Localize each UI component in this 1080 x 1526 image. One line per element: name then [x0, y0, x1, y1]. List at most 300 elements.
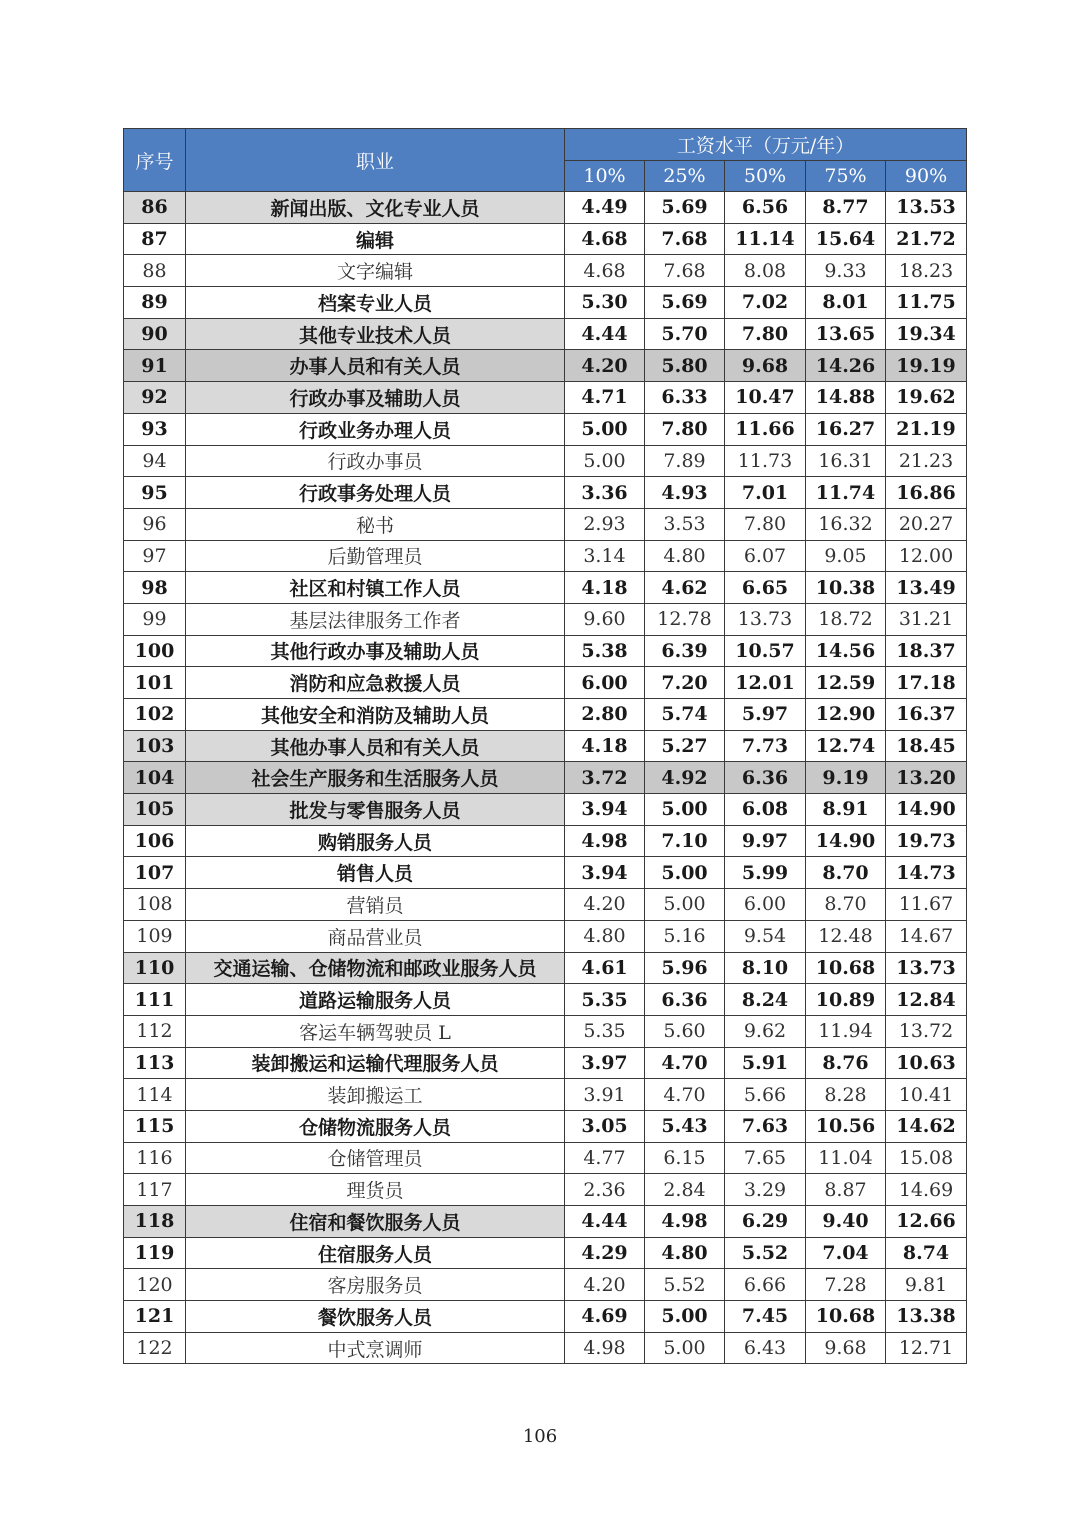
row-wage-p25: 5.69	[645, 287, 725, 319]
row-seq-number: 91	[124, 350, 186, 382]
row-seq-number: 86	[124, 192, 186, 224]
row-wage-p75: 8.77	[806, 192, 886, 224]
row-occupation: 住宿和餐饮服务人员	[186, 1206, 565, 1238]
row-wage-p25: 6.36	[645, 984, 725, 1016]
row-wage-p50: 11.73	[725, 445, 806, 477]
row-wage-p50: 7.65	[725, 1142, 806, 1174]
row-wage-p50: 10.47	[725, 382, 806, 414]
header-p50: 50%	[725, 161, 806, 192]
row-occupation: 仓储管理员	[186, 1142, 565, 1174]
row-wage-p25: 6.15	[645, 1142, 725, 1174]
row-seq-number: 99	[124, 603, 186, 635]
row-wage-p25: 6.33	[645, 382, 725, 414]
row-wage-p10: 5.00	[565, 413, 645, 445]
row-wage-p90: 10.63	[886, 1047, 967, 1079]
row-wage-p25: 5.16	[645, 920, 725, 952]
row-wage-p25: 3.53	[645, 508, 725, 540]
row-wage-p75: 10.89	[806, 984, 886, 1016]
row-wage-p25: 5.60	[645, 1015, 725, 1047]
row-wage-p25: 5.00	[645, 1332, 725, 1364]
row-seq-number: 105	[124, 794, 186, 826]
row-wage-p10: 5.35	[565, 984, 645, 1016]
row-seq-number: 89	[124, 287, 186, 319]
table-row	[124, 794, 967, 826]
row-wage-p90: 16.86	[886, 477, 967, 509]
row-occupation: 秘书	[186, 508, 565, 540]
row-wage-p50: 6.08	[725, 794, 806, 826]
table-row	[124, 1301, 967, 1333]
row-seq-number: 116	[124, 1142, 186, 1174]
row-wage-p75: 12.59	[806, 667, 886, 699]
row-wage-p90: 14.62	[886, 1110, 967, 1142]
table-row	[124, 287, 967, 319]
row-occupation: 行政事务处理人员	[186, 477, 565, 509]
row-wage-p50: 5.66	[725, 1079, 806, 1111]
row-occupation: 档案专业人员	[186, 287, 565, 319]
row-wage-p75: 12.74	[806, 730, 886, 762]
header-p10: 10%	[565, 161, 645, 192]
row-wage-p25: 7.80	[645, 413, 725, 445]
row-wage-p50: 5.91	[725, 1047, 806, 1079]
table-row	[124, 825, 967, 857]
row-seq-number: 88	[124, 255, 186, 287]
row-wage-p50: 6.65	[725, 572, 806, 604]
table-row	[124, 1206, 967, 1238]
row-wage-p75: 8.76	[806, 1047, 886, 1079]
table-row	[124, 1047, 967, 1079]
row-seq-number: 113	[124, 1047, 186, 1079]
row-wage-p50: 5.52	[725, 1237, 806, 1269]
table-row	[124, 508, 967, 540]
row-wage-p50: 9.68	[725, 350, 806, 382]
row-wage-p25: 4.80	[645, 1237, 725, 1269]
row-wage-p75: 9.05	[806, 540, 886, 572]
row-wage-p50: 6.00	[725, 889, 806, 921]
row-wage-p25: 7.10	[645, 825, 725, 857]
table-row	[124, 699, 967, 731]
row-wage-p25: 4.62	[645, 572, 725, 604]
row-occupation: 编辑	[186, 223, 565, 255]
row-wage-p10: 3.94	[565, 794, 645, 826]
row-wage-p50: 7.02	[725, 287, 806, 319]
row-occupation: 理货员	[186, 1174, 565, 1206]
row-wage-p90: 17.18	[886, 667, 967, 699]
row-wage-p75: 10.68	[806, 1301, 886, 1333]
row-seq-number: 93	[124, 413, 186, 445]
row-wage-p50: 3.29	[725, 1174, 806, 1206]
table-row	[124, 952, 967, 984]
row-wage-p25: 7.68	[645, 255, 725, 287]
table-row	[124, 318, 967, 350]
table-row	[124, 762, 967, 794]
row-wage-p25: 5.00	[645, 857, 725, 889]
row-wage-p75: 15.64	[806, 223, 886, 255]
row-wage-p25: 5.00	[645, 889, 725, 921]
row-wage-p10: 4.49	[565, 192, 645, 224]
row-wage-p90: 21.23	[886, 445, 967, 477]
row-wage-p10: 3.05	[565, 1110, 645, 1142]
row-occupation: 办事人员和有关人员	[186, 350, 565, 382]
row-wage-p10: 4.98	[565, 825, 645, 857]
row-occupation: 其他安全和消防及辅助人员	[186, 699, 565, 731]
row-seq-number: 120	[124, 1269, 186, 1301]
row-seq-number: 100	[124, 635, 186, 667]
row-wage-p75: 12.90	[806, 699, 886, 731]
row-occupation: 交通运输、仓储物流和邮政业服务人员	[186, 952, 565, 984]
row-wage-p90: 13.20	[886, 762, 967, 794]
table-row	[124, 920, 967, 952]
row-seq-number: 92	[124, 382, 186, 414]
row-wage-p50: 6.07	[725, 540, 806, 572]
row-wage-p75: 10.56	[806, 1110, 886, 1142]
row-wage-p10: 4.68	[565, 255, 645, 287]
row-wage-p50: 6.43	[725, 1332, 806, 1364]
table-row	[124, 635, 967, 667]
row-occupation: 其他办事人员和有关人员	[186, 730, 565, 762]
row-seq-number: 101	[124, 667, 186, 699]
row-wage-p50: 13.73	[725, 603, 806, 635]
row-wage-p25: 5.52	[645, 1269, 725, 1301]
row-wage-p10: 5.38	[565, 635, 645, 667]
row-wage-p90: 13.38	[886, 1301, 967, 1333]
row-wage-p75: 7.28	[806, 1269, 886, 1301]
table-row	[124, 1015, 967, 1047]
row-occupation: 营销员	[186, 889, 565, 921]
row-occupation: 商品营业员	[186, 920, 565, 952]
row-wage-p90: 12.71	[886, 1332, 967, 1364]
row-wage-p75: 11.04	[806, 1142, 886, 1174]
row-seq-number: 94	[124, 445, 186, 477]
row-occupation: 文字编辑	[186, 255, 565, 287]
row-occupation: 消防和应急救援人员	[186, 667, 565, 699]
row-wage-p90: 14.90	[886, 794, 967, 826]
row-wage-p75: 10.68	[806, 952, 886, 984]
row-seq-number: 119	[124, 1237, 186, 1269]
row-wage-p10: 4.77	[565, 1142, 645, 1174]
table-row	[124, 603, 967, 635]
row-wage-p50: 7.80	[725, 508, 806, 540]
row-wage-p90: 14.73	[886, 857, 967, 889]
row-occupation: 仓储物流服务人员	[186, 1110, 565, 1142]
row-wage-p10: 9.60	[565, 603, 645, 635]
row-wage-p75: 12.48	[806, 920, 886, 952]
row-wage-p75: 8.87	[806, 1174, 886, 1206]
table-row	[124, 730, 967, 762]
row-wage-p10: 3.72	[565, 762, 645, 794]
row-seq-number: 121	[124, 1301, 186, 1333]
table-row	[124, 192, 967, 224]
row-occupation: 社区和村镇工作人员	[186, 572, 565, 604]
row-wage-p90: 8.74	[886, 1237, 967, 1269]
header-wage-level: 工资水平（万元/年）	[565, 129, 967, 161]
row-wage-p10: 5.30	[565, 287, 645, 319]
row-wage-p25: 7.68	[645, 223, 725, 255]
row-wage-p75: 14.56	[806, 635, 886, 667]
wage-table	[123, 128, 967, 1364]
row-wage-p25: 4.98	[645, 1206, 725, 1238]
table-row	[124, 1079, 967, 1111]
row-wage-p10: 2.80	[565, 699, 645, 731]
row-seq-number: 103	[124, 730, 186, 762]
row-wage-p75: 14.90	[806, 825, 886, 857]
table-row	[124, 889, 967, 921]
header-p25: 25%	[645, 161, 725, 192]
row-seq-number: 104	[124, 762, 186, 794]
row-seq-number: 107	[124, 857, 186, 889]
row-wage-p25: 7.89	[645, 445, 725, 477]
row-wage-p25: 5.69	[645, 192, 725, 224]
row-wage-p75: 9.68	[806, 1332, 886, 1364]
row-wage-p90: 13.72	[886, 1015, 967, 1047]
row-seq-number: 96	[124, 508, 186, 540]
table-row	[124, 572, 967, 604]
row-occupation: 餐饮服务人员	[186, 1301, 565, 1333]
row-wage-p10: 4.44	[565, 318, 645, 350]
row-wage-p10: 2.36	[565, 1174, 645, 1206]
row-wage-p25: 2.84	[645, 1174, 725, 1206]
row-wage-p25: 6.39	[645, 635, 725, 667]
row-seq-number: 108	[124, 889, 186, 921]
row-wage-p90: 21.19	[886, 413, 967, 445]
row-wage-p50: 11.66	[725, 413, 806, 445]
row-seq-number: 117	[124, 1174, 186, 1206]
row-wage-p50: 6.36	[725, 762, 806, 794]
row-seq-number: 97	[124, 540, 186, 572]
row-wage-p90: 18.23	[886, 255, 967, 287]
row-wage-p75: 11.94	[806, 1015, 886, 1047]
row-wage-p10: 4.61	[565, 952, 645, 984]
row-wage-p10: 2.93	[565, 508, 645, 540]
row-occupation: 行政业务办理人员	[186, 413, 565, 445]
table-header	[124, 129, 967, 192]
row-seq-number: 115	[124, 1110, 186, 1142]
row-seq-number: 87	[124, 223, 186, 255]
row-wage-p10: 5.35	[565, 1015, 645, 1047]
row-wage-p25: 4.70	[645, 1079, 725, 1111]
table-row	[124, 477, 967, 509]
row-occupation: 基层法律服务工作者	[186, 603, 565, 635]
row-wage-p10: 3.91	[565, 1079, 645, 1111]
header-p90: 90%	[886, 161, 967, 192]
row-wage-p10: 4.20	[565, 350, 645, 382]
row-wage-p50: 8.08	[725, 255, 806, 287]
row-wage-p10: 4.69	[565, 1301, 645, 1333]
row-wage-p90: 18.45	[886, 730, 967, 762]
row-wage-p75: 16.32	[806, 508, 886, 540]
row-wage-p50: 9.62	[725, 1015, 806, 1047]
row-wage-p25: 5.96	[645, 952, 725, 984]
row-occupation: 购销服务人员	[186, 825, 565, 857]
row-wage-p25: 4.93	[645, 477, 725, 509]
row-wage-p50: 7.80	[725, 318, 806, 350]
table-row	[124, 1142, 967, 1174]
row-seq-number: 122	[124, 1332, 186, 1364]
table-row	[124, 1174, 967, 1206]
row-wage-p10: 4.80	[565, 920, 645, 952]
row-wage-p50: 6.66	[725, 1269, 806, 1301]
row-wage-p90: 20.27	[886, 508, 967, 540]
header-p75: 75%	[806, 161, 886, 192]
row-occupation: 中式烹调师	[186, 1332, 565, 1364]
row-wage-p25: 5.43	[645, 1110, 725, 1142]
row-seq-number: 112	[124, 1015, 186, 1047]
row-wage-p90: 12.66	[886, 1206, 967, 1238]
table-row	[124, 1269, 967, 1301]
row-wage-p75: 16.27	[806, 413, 886, 445]
row-wage-p10: 3.36	[565, 477, 645, 509]
row-wage-p90: 13.73	[886, 952, 967, 984]
row-wage-p10: 4.44	[565, 1206, 645, 1238]
row-wage-p10: 3.94	[565, 857, 645, 889]
row-seq-number: 90	[124, 318, 186, 350]
row-wage-p10: 6.00	[565, 667, 645, 699]
table-row	[124, 413, 967, 445]
row-wage-p50: 8.10	[725, 952, 806, 984]
table-row	[124, 350, 967, 382]
row-wage-p10: 4.71	[565, 382, 645, 414]
row-wage-p75: 8.91	[806, 794, 886, 826]
row-seq-number: 102	[124, 699, 186, 731]
row-seq-number: 110	[124, 952, 186, 984]
row-wage-p25: 4.92	[645, 762, 725, 794]
row-wage-p10: 4.68	[565, 223, 645, 255]
row-wage-p50: 9.97	[725, 825, 806, 857]
table-row	[124, 1110, 967, 1142]
row-seq-number: 111	[124, 984, 186, 1016]
header-seq: 序号	[124, 129, 186, 192]
table-row	[124, 223, 967, 255]
row-occupation: 客房服务员	[186, 1269, 565, 1301]
row-occupation: 其他专业技术人员	[186, 318, 565, 350]
row-wage-p75: 7.04	[806, 1237, 886, 1269]
table-row	[124, 540, 967, 572]
row-wage-p75: 18.72	[806, 603, 886, 635]
row-wage-p25: 5.74	[645, 699, 725, 731]
row-wage-p10: 4.98	[565, 1332, 645, 1364]
row-wage-p90: 21.72	[886, 223, 967, 255]
row-wage-p50: 11.14	[725, 223, 806, 255]
row-wage-p90: 15.08	[886, 1142, 967, 1174]
row-wage-p90: 19.34	[886, 318, 967, 350]
row-wage-p50: 6.29	[725, 1206, 806, 1238]
row-wage-p75: 9.40	[806, 1206, 886, 1238]
row-occupation: 行政办事员	[186, 445, 565, 477]
row-wage-p90: 13.49	[886, 572, 967, 604]
row-wage-p75: 14.88	[806, 382, 886, 414]
row-wage-p25: 5.27	[645, 730, 725, 762]
row-wage-p90: 16.37	[886, 699, 967, 731]
row-wage-p25: 4.80	[645, 540, 725, 572]
row-wage-p75: 8.70	[806, 889, 886, 921]
row-wage-p75: 10.38	[806, 572, 886, 604]
row-wage-p90: 14.69	[886, 1174, 967, 1206]
row-wage-p50: 7.45	[725, 1301, 806, 1333]
row-wage-p75: 8.28	[806, 1079, 886, 1111]
row-occupation: 道路运输服务人员	[186, 984, 565, 1016]
row-wage-p90: 12.00	[886, 540, 967, 572]
table-row	[124, 1237, 967, 1269]
row-wage-p50: 7.01	[725, 477, 806, 509]
table-row	[124, 445, 967, 477]
row-wage-p75: 8.01	[806, 287, 886, 319]
row-occupation: 装卸搬运工	[186, 1079, 565, 1111]
page-number: 106	[522, 1426, 558, 1447]
row-wage-p75: 9.33	[806, 255, 886, 287]
row-wage-p75: 14.26	[806, 350, 886, 382]
row-seq-number: 109	[124, 920, 186, 952]
row-wage-p50: 5.99	[725, 857, 806, 889]
row-wage-p50: 7.73	[725, 730, 806, 762]
row-wage-p10: 4.20	[565, 1269, 645, 1301]
row-wage-p10: 4.20	[565, 889, 645, 921]
row-wage-p90: 10.41	[886, 1079, 967, 1111]
row-wage-p90: 12.84	[886, 984, 967, 1016]
row-wage-p50: 12.01	[725, 667, 806, 699]
row-wage-p50: 5.97	[725, 699, 806, 731]
row-wage-p25: 5.80	[645, 350, 725, 382]
row-wage-p10: 3.97	[565, 1047, 645, 1079]
table-row	[124, 255, 967, 287]
row-occupation: 行政办事及辅助人员	[186, 382, 565, 414]
row-wage-p90: 18.37	[886, 635, 967, 667]
row-seq-number: 98	[124, 572, 186, 604]
row-occupation: 其他行政办事及辅助人员	[186, 635, 565, 667]
table-row	[124, 667, 967, 699]
row-seq-number: 95	[124, 477, 186, 509]
row-wage-p50: 8.24	[725, 984, 806, 1016]
row-wage-p25: 4.70	[645, 1047, 725, 1079]
table-row	[124, 382, 967, 414]
row-wage-p75: 13.65	[806, 318, 886, 350]
row-wage-p10: 4.18	[565, 572, 645, 604]
row-wage-p25: 5.00	[645, 1301, 725, 1333]
table-body	[124, 192, 967, 1364]
row-wage-p10: 4.18	[565, 730, 645, 762]
table-row	[124, 984, 967, 1016]
row-wage-p25: 12.78	[645, 603, 725, 635]
row-occupation: 客运车辆驾驶员 L	[186, 1015, 565, 1047]
row-wage-p90: 14.67	[886, 920, 967, 952]
table-row	[124, 1332, 967, 1364]
row-occupation: 批发与零售服务人员	[186, 794, 565, 826]
row-occupation: 后勤管理员	[186, 540, 565, 572]
row-seq-number: 106	[124, 825, 186, 857]
row-wage-p90: 9.81	[886, 1269, 967, 1301]
row-wage-p90: 19.62	[886, 382, 967, 414]
wage-table-container	[123, 128, 966, 1364]
row-wage-p10: 3.14	[565, 540, 645, 572]
row-occupation: 社会生产服务和生活服务人员	[186, 762, 565, 794]
row-wage-p90: 19.19	[886, 350, 967, 382]
row-wage-p90: 31.21	[886, 603, 967, 635]
row-seq-number: 118	[124, 1206, 186, 1238]
row-wage-p25: 5.70	[645, 318, 725, 350]
header-occupation: 职业	[186, 129, 565, 192]
row-wage-p75: 11.74	[806, 477, 886, 509]
table-row	[124, 857, 967, 889]
row-occupation: 销售人员	[186, 857, 565, 889]
row-wage-p50: 6.56	[725, 192, 806, 224]
row-wage-p10: 5.00	[565, 445, 645, 477]
row-occupation: 装卸搬运和运输代理服务人员	[186, 1047, 565, 1079]
row-wage-p90: 13.53	[886, 192, 967, 224]
row-wage-p25: 7.20	[645, 667, 725, 699]
row-wage-p75: 16.31	[806, 445, 886, 477]
row-wage-p50: 10.57	[725, 635, 806, 667]
row-occupation: 新闻出版、文化专业人员	[186, 192, 565, 224]
row-wage-p50: 7.63	[725, 1110, 806, 1142]
row-seq-number: 114	[124, 1079, 186, 1111]
